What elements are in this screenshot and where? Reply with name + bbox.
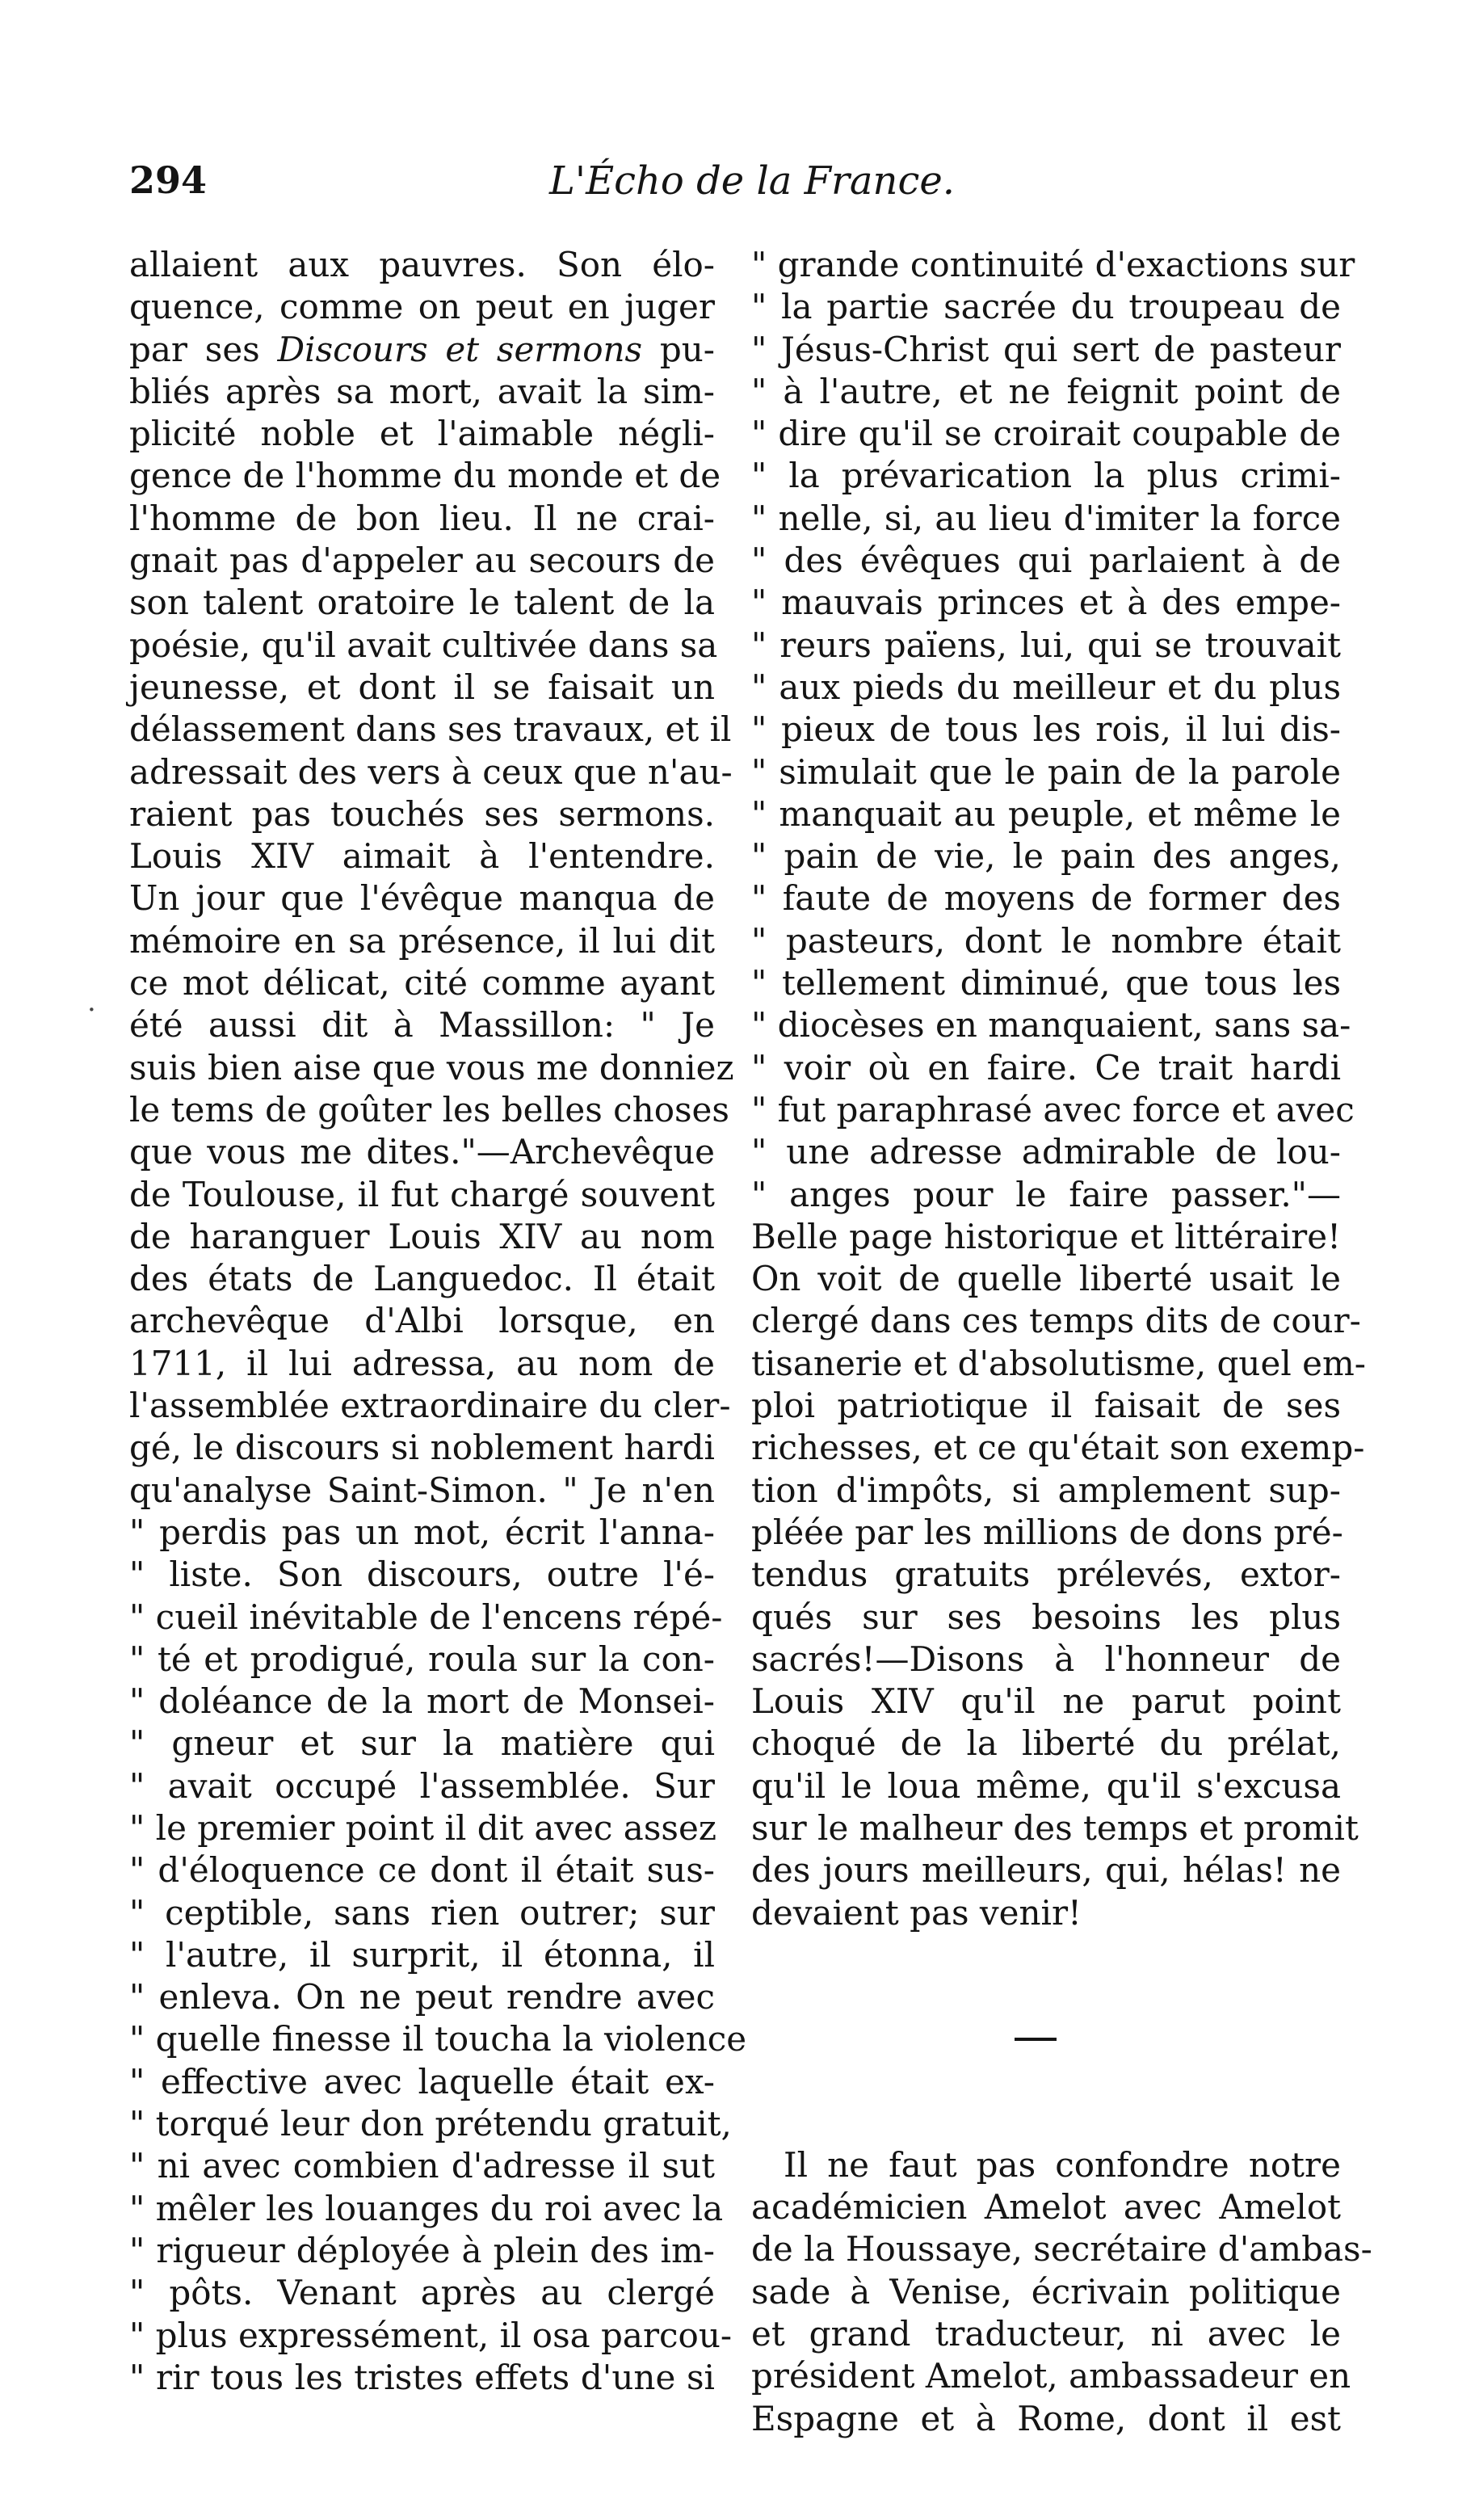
text-line: " grande continuité d'exactions sur: [751, 245, 1355, 284]
text-line: " fut paraphrasé avec force et avec: [751, 1089, 1355, 1130]
text-line: Belle page historique et littéraire!: [751, 1216, 1341, 1256]
text-line: mémoire en sa présence, il lui dit: [129, 920, 715, 961]
text-line: " té et prodigué, roula sur la con-: [129, 1639, 715, 1679]
text-line: ce mot délicat, cité comme ayant: [129, 963, 715, 1003]
right-text-column: [751, 244, 1372, 2440]
text-line: " doléance de la mort de Monsei-: [129, 1681, 715, 1722]
text-line: " anges pour le faire passer."—: [751, 1174, 1341, 1214]
text-line: " pasteurs, dont le nombre était: [751, 920, 1341, 961]
text-line: " cueil inévitable de l'encens répé-: [129, 1597, 723, 1637]
text-line: choqué de la liberté du prélat,: [751, 1723, 1341, 1764]
text-line: " reurs païens, lui, qui se trouvait: [751, 625, 1341, 665]
text-line: de haranguer Louis XIV au nom: [129, 1216, 715, 1256]
text-line: " quelle finesse il toucha la violence: [129, 2019, 747, 2059]
text-line: quence, comme on peut en juger: [129, 287, 715, 327]
text-line: qués sur ses besoins les plus: [751, 1597, 1341, 1637]
text-line: " avait occupé l'assemblée. Sur: [129, 1765, 715, 1806]
text-line: sade à Venise, écrivain politique: [751, 2271, 1341, 2312]
text-line: clergé dans ces temps dits de cour-: [751, 1301, 1361, 1341]
text-line: " la prévarication la plus crimi-: [751, 456, 1341, 496]
text-line: adressait des vers à ceux que n'au-: [129, 751, 733, 792]
text-line: " faute de moyens de former des: [751, 878, 1341, 919]
text-line: " tellement diminué, que tous les: [751, 963, 1341, 1003]
section-gap: [751, 1934, 1341, 2018]
text-line: " diocèses en manquaient, sans sa-: [751, 1005, 1351, 1045]
text-line: " ceptible, sans rien outrer; sur: [129, 1892, 715, 1933]
running-title: L'Écho de la France.: [549, 158, 956, 204]
text-line: " pôts. Venant après au clergé: [129, 2273, 715, 2313]
text-line: gnait pas d'appeler au secours de: [129, 541, 715, 581]
text-line: l'homme de bon lieu. Il ne crai-: [129, 498, 715, 538]
text-line: Un jour que l'évêque manqua de: [129, 878, 715, 919]
text-line: devaient pas venir!: [751, 1892, 1082, 1933]
text-line: son talent oratoire le talent de la: [129, 583, 715, 623]
left-text-column: [129, 244, 747, 2399]
margin-mark: ·: [87, 994, 96, 1026]
text-line: archevêque d'Albi lorsque, en: [129, 1301, 715, 1341]
text-line: " à l'autre, et ne feignit point de: [751, 371, 1341, 411]
text-line: tendus gratuits prélevés, extor-: [751, 1554, 1341, 1595]
text-line: tisanerie et d'absolutisme, quel em-: [751, 1343, 1366, 1383]
text-line: " liste. Son discours, outre l'é-: [129, 1554, 715, 1595]
text-line: le tems de goûter les belles choses: [129, 1089, 729, 1130]
text-line: sacrés!—Disons à l'honneur de: [751, 1639, 1341, 1679]
text-line: pléée par les millions de dons pré-: [751, 1512, 1343, 1552]
text-line: été aussi dit à Massillon: " Je: [129, 1005, 715, 1045]
text-line: par ses Discours et sermons pu-: [129, 329, 715, 369]
text-line: " enleva. On ne peut rendre avec: [129, 1977, 715, 2017]
text-line: " d'éloquence ce dont il était sus-: [129, 1850, 715, 1891]
text-line: gence de l'homme du monde et de: [129, 456, 721, 496]
section-gap: [751, 2060, 1341, 2144]
text-line: poésie, qu'il avait cultivée dans sa: [129, 625, 718, 665]
text-line: académicien Amelot avec Amelot: [751, 2187, 1341, 2228]
text-line: " plus expressément, il osa parcou-: [129, 2315, 733, 2355]
text-line: suis bien aise que vous me donniez: [129, 1047, 734, 1088]
text-line: Espagne et à Rome, dont il est: [751, 2398, 1341, 2438]
text-line: l'assemblée extraordinaire du cler-: [129, 1386, 731, 1426]
text-line: allaient aux pauvres. Son élo-: [129, 245, 715, 284]
text-line: " torqué leur don prétendu gratuit,: [129, 2104, 732, 2144]
text-line: " perdis pas un mot, écrit l'anna-: [129, 1512, 715, 1552]
text-line: président Amelot, ambassadeur en: [751, 2356, 1351, 2396]
text-line: des jours meilleurs, qui, hélas! ne: [751, 1850, 1341, 1891]
text-line: " le premier point il dit avec assez: [129, 1807, 716, 1848]
text-line: que vous me dites."—Archevêque: [129, 1132, 715, 1172]
text-line: 1711, il lui adressa, au nom de: [129, 1343, 715, 1383]
text-line: qu'il le loua même, qu'il s'excusa: [751, 1765, 1341, 1806]
page-number: 294: [129, 158, 208, 202]
text-line: " une adresse admirable de lou-: [751, 1132, 1341, 1172]
text-line: tion d'impôts, si amplement sup-: [751, 1470, 1341, 1510]
text-line: " nelle, si, au lieu d'imiter la force: [751, 498, 1341, 538]
text-line: " la partie sacrée du troupeau de: [751, 287, 1341, 327]
text-line: plicité noble et l'aimable négli-: [129, 414, 715, 454]
text-line: richesses, et ce qu'était son exemp-: [751, 1428, 1365, 1468]
text-line: " dire qu'il se croirait coupable de: [751, 414, 1341, 454]
separator-rule: [1015, 2038, 1057, 2041]
text-line: " rir tous les tristes effets d'une si: [129, 2357, 715, 2397]
text-line: raient pas touchés ses sermons.: [129, 793, 715, 834]
text-line: " aux pieds du meilleur et du plus: [751, 667, 1341, 707]
text-line: de la Houssaye, secrétaire d'ambas-: [751, 2229, 1372, 2270]
text-line: bliés après sa mort, avait la sim-: [129, 371, 715, 411]
section-separator: [751, 2018, 1341, 2060]
text-line: " mauvais princes et à des empe-: [751, 583, 1341, 623]
page-header: [129, 158, 1341, 215]
text-line: " gneur et sur la matière qui: [129, 1723, 715, 1764]
book-title-italic: Discours et sermons: [277, 329, 643, 369]
text-line: " ni avec combien d'adresse il sut: [129, 2146, 715, 2186]
text-line: " pain de vie, le pain des anges,: [751, 836, 1341, 877]
text-line: délassement dans ses travaux, et il: [129, 709, 732, 750]
text-line: de Toulouse, il fut chargé souvent: [129, 1174, 715, 1214]
text-line: " voir où en faire. Ce trait hardi: [751, 1047, 1341, 1088]
text-line: des états de Languedoc. Il était: [129, 1259, 715, 1299]
text-line: On voit de quelle liberté usait le: [751, 1259, 1341, 1299]
text-line: " manquait au peuple, et même le: [751, 793, 1341, 834]
text-line: qu'analyse Saint-Simon. " Je n'en: [129, 1470, 715, 1510]
text-line: Il ne faut pas confondre notre: [784, 2144, 1341, 2185]
text-line: et grand traducteur, ni avec le: [751, 2314, 1341, 2354]
text-line: " des évêques qui parlaient à de: [751, 541, 1341, 581]
text-line: " effective avec laquelle était ex-: [129, 2061, 715, 2101]
text-line: Louis XIV aimait à l'entendre.: [129, 836, 715, 877]
text-line: jeunesse, et dont il se faisait un: [129, 667, 715, 707]
text-line: " pieux de tous les rois, il lui dis-: [751, 709, 1341, 750]
text-line: Louis XIV qu'il ne parut point: [751, 1681, 1341, 1722]
text-line: " mêler les louanges du roi avec la: [129, 2188, 724, 2228]
text-line: sur le malheur des temps et promit: [751, 1807, 1359, 1848]
text-line: " l'autre, il surprit, il étonna, il: [129, 1934, 715, 1975]
text-line: " simulait que le pain de la parole: [751, 751, 1341, 792]
text-line: " rigueur déployée à plein des im-: [129, 2230, 715, 2270]
text-line: gé, le discours si noblement hardi: [129, 1428, 715, 1468]
text-line: " Jésus-Christ qui sert de pasteur: [751, 329, 1341, 369]
text-line: ploi patriotique il faisait de ses: [751, 1386, 1341, 1426]
